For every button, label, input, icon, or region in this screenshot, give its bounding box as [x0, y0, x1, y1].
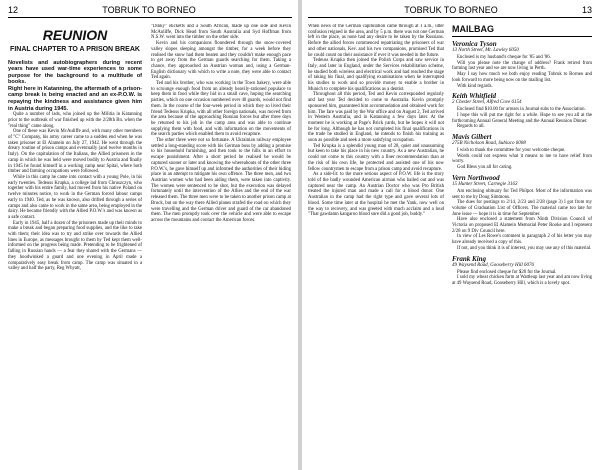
letter-paragraph: Please find enclosed cheque for $20 for the Journal.	[457, 269, 557, 275]
letter-paragraph: Will you please note the change of address? Frank retired from farming last year and we are now living in Perth.	[452, 60, 592, 72]
body-paragraph: Quite a number of lads, who joined up the Militia in Katanning prior to the outbreak of war finished up with the 2/28th Bn. when the "real thing" came along.	[8, 112, 142, 129]
body-paragraph: When news of the German capitulation came through at 1 a.m., utter confusion reigned in the area, and by 5 p.m. there was not one German left in the place, as none had any desire to be taken by the Russians. Before the allied forces commenced repatriating the prisoners of war and other nationals, Kev. and his two companions, promised Ted that he could count on their assistance if ever it was needed in the future.	[308, 24, 444, 58]
letter-paragraph: If not, and you think it is of interest, you may use any of this material.	[457, 245, 592, 251]
letter-paragraph: I sold my wheat chicken farm at Wattleup last year and am now living at 49 Waysend Road, Gooseberry Hill, which is a lovely spot.	[452, 275, 592, 286]
letter-paragraph: Am enclosing obituary for Ted Philpot. Most of the information was sent to me by Doug Simmons.	[452, 188, 592, 200]
left-page	[0, 0, 298, 470]
letter-paragraph: Words could not express what it means to me to have relief from worry.	[452, 153, 592, 165]
body-paragraph: Ted Krupka is a splendid young man of 28, quiet and unassuming but keen to take his place in his new country. As a new Australian, he could not come to this country with a finer recommendation than at the risk of his own life, he protected and assisted one of his now fellow countrymen to escape from a prison camp and avoid recapture.	[308, 143, 444, 172]
right-page	[302, 0, 600, 470]
letter-author: Vern Northwood	[452, 173, 500, 182]
body-paragraph: Early in 1945, half a dozen of the prisoners made up their minds to make a break and began preparing food supplies, and the like to take with them; their idea was to try and strike over towards the Allied lines in Europe, as messages brought to them by Ted kept them well-informed on the progress being made. Pretending to be frightened of falling in Russian hands — a fear they shared with the Germans — they hoodwinked a guard and one evening in April made a comparatively easy break from camp. The camp was situated in a valley and half the party, Reg Whyatt,	[8, 220, 142, 272]
letter-address: 13 North Street, Mt. Lawley 6050	[452, 48, 519, 53]
letter-author: Keith Whitfield	[452, 92, 497, 101]
header-rule-right	[308, 17, 592, 18]
letter	[452, 174, 592, 252]
page-number-left: 12	[8, 5, 19, 15]
letter	[452, 255, 592, 287]
letter-author: Mavis Gilbert	[452, 133, 492, 142]
body-paragraph: Kevin and his companions floundered through the snow-covered valley slopes sleeping amongst the timber, for a week before they realised the snow had them beaten and they couldn't make enough pace to get away from the German guards searching for them. Taking a chance, they approached an Austrian woman and, using a German-English dictionary with which to write a note, they were able to contact Ted again.	[151, 41, 291, 81]
letter-paragraph: May I say how much we both enjoy reading Tobruk to Borneo and look forward to more being now on the mailing list.	[452, 72, 592, 83]
letter-author: Veronica Tyson	[452, 40, 497, 48]
letter-address: 275B Nicholson Road, Subiaco 6008	[452, 141, 526, 147]
right-column-1	[308, 24, 444, 466]
header-rule-left	[8, 17, 292, 18]
letter-paragraph: I wish to thank the committee for your welcome cheque.	[457, 148, 566, 154]
letter	[452, 92, 592, 130]
body-paragraph: The other three were not so fortunate. A Ukrainian railway employee settled a long-standing score with his German boss by adding a promise to his household furnishing, and then took to the hills in an effort to escape punishment. After a short period he realised he would be captured sooner or later and knowing the whereabouts of the other three P.O.W.'s, he gave himself up and informed the authorities of their hiding place in an attempt to mitigate his own offence. The three men, and two Austrian women who had been aiding them, were taken into captivity. The women were sentenced to be shot, but the execution was delayed fortunately until the intervention of the Allies and the end of the war released them. The three men were to be taken to another prison camp at Bruck, but on the way there Allied planes strafed the road on which they were travelling and the German driver and guard of the car abandoned them. The men promptly took over the vehicle and were able to escape across the mountains and contact the American forces.	[151, 138, 291, 223]
body-paragraph: One of these was Kevin McAuliffe and, with many other members of "C" Company, his army career came to a sudden end when he was taken prisoner at El Alamein on July 27, 1942. He went through the dreary routine of prison camps and eventually (and twelve months in Italy). On the capitulation of the Italians, the Allied prisoners in the camp in which he was held were moved bodily to Austria and finally in 1945 he found himself in a working camp near Spital, where both timber and farming occupations were followed.	[8, 129, 142, 175]
letter-paragraph: God Bless you all for caring.	[457, 165, 513, 171]
body-paragraph: Tedeuss Krupka then joined the Polish Corps and saw service in Italy, and later in England, under the Services rehabilitation scheme, he studied both wireless and electrical work and had reached the stage of taking his final, and qualifying examinations when he interrupted his studies to work and so provide money to enable a brother in Munich to complete his qualifications as a dentist.	[308, 58, 444, 92]
left-column-1	[8, 24, 142, 466]
article-title: REUNION	[42, 27, 108, 43]
intro-paragraph: Novelists and autobiographers during recent years have used war-time experiences to some purpose for the background to a multitude of books.	[8, 59, 142, 86]
running-head-right: TOBRUK TO BORNEO	[404, 5, 498, 15]
letter-paragraph: Enclosed find $10.00 for arrears in Journal subs to the Association.	[457, 107, 586, 113]
running-head-left: TOBRUK TO BORNEO	[102, 5, 196, 15]
mailbag-rule	[452, 36, 592, 37]
letter-paragraph: With kind regards.	[457, 83, 493, 89]
letter-paragraph: Enclosed is my husband's cheque for '85 and '86.	[457, 55, 551, 60]
body-paragraph: Ted and his brother, who was working in the Town bakery, were able to scrounge enough food from an already heavily-rationed populace to keep them in food while they hid in a small cave, hoping the searching parties, which on one occasion numbered over 40 guards, would not find them. In the course of the four-week period in which they so lived their friend Tedeuss Krupka, with all other foreign nationals, was moved from the area because of the approaching Russian forces but after three days he returned to his job in the camp area and was able to continue supplying them with food, and with information on the movements of the search parties which enabled them to avoid recapture.	[151, 81, 291, 138]
intro-paragraph: Right here in Katanning, the aftermath of a prison-camp break is being enacted and an ex-P.O.W. is repaying the kindness and assistance given him in Austria during 1945.	[8, 85, 142, 112]
letter-paragraph: I hope this will put me right for a while. Hope to see you all at the forthcoming Annual General Meeting and the Annual Reunion Dinner.	[452, 112, 592, 124]
page-number-right: 13	[581, 5, 592, 15]
letter	[452, 40, 592, 89]
letter-paragraph: In view of Les Rowe's comment in paragraph 2 of his letter you may have already received a copy of this.	[452, 234, 592, 246]
body-paragraph: While in this camp he came into contact with a young Pole, in his early twenties. Tedeuss Krupka, a college lad from Chruszczyn, who together with his entire family, had moved from his native Poland on twelve minutes notice, to work in the German forced labour camps early in 1940. Ted, as he was known, also drifted through a series of camps and also came to work in the same area, being employed in the dairy. He became friendly with the Allied P.O.W.'s and was known as a safe contact.	[8, 174, 142, 220]
letter-address: 15 Hunter Street, Carnegie 3163	[452, 181, 518, 187]
letter-paragraph: Have also enclosed a statement from Ninth Division Council of Victoria on proposed El Alamein Memorial Peter Rooke and I represent 2/28 on 9 Div Council here.	[452, 217, 592, 234]
mailbag-column	[452, 24, 592, 466]
letter-address: 2 Chester Street, Alfred Cove 6154	[452, 100, 522, 106]
article-subtitle: FINAL CHAPTER TO A PRISON BREAK	[10, 46, 140, 53]
left-column-2	[151, 24, 291, 466]
letter-address: 49 Waysend Road, Gooseberry Hill 6076	[452, 262, 535, 268]
body-paragraph: Throughout all this period, Ted and Kevin corresponded regularly and last year Ted decided to come to Australia. Kevin promptly sponsored him, guaranteed him accommodation and obtained work for him. The fare was paid by the War office and on August 2, Ted arrived in Western Australia, and in Katanning a few days later. At the moment he is working at Page's Brick yards, but he hopes it will not be for long. Although he has not completed his final qualifications in the trade he studied in England, he intends to finish his training as soon as possible and seek a more satisfying occupation.	[308, 92, 444, 144]
body-paragraph: As a side-lit: to the more serious aspect of P.O.W. life is the story told of the badly wounded American airman who bailed out and was captured near the camp. An Austrian Doctor who was Pro British treated the injured man and made a call for a blood donor. One Australian in the camp had the right type and gave several lots of blood. Some time later at the hospital he met the Yank, now well on the way to recovery, and was greeted with much acclaim and a loud "That gawdamn kangaroo blood sure did a good job, buddy."	[308, 172, 444, 218]
letter	[452, 133, 592, 171]
letter-author: Frank King	[452, 254, 487, 263]
letter-paragraph: Regards to all.	[457, 124, 485, 130]
body-paragraph: "Dinky" Ricketts and a South African, made up one side and Kevin McAuliffe, Dick Head from South Australia and Syd Hoffman from N.S.W. went into the timber on the other side.	[151, 24, 291, 41]
letter-paragraph: The dues for postings to 2/14, 2/23 and 2/28 (page 3) I got from my volume of Graduation List of Officers. The material came too late for June issue — hope it is in time for September.	[452, 200, 592, 217]
mailbag-heading: MAILBAG	[452, 24, 494, 34]
